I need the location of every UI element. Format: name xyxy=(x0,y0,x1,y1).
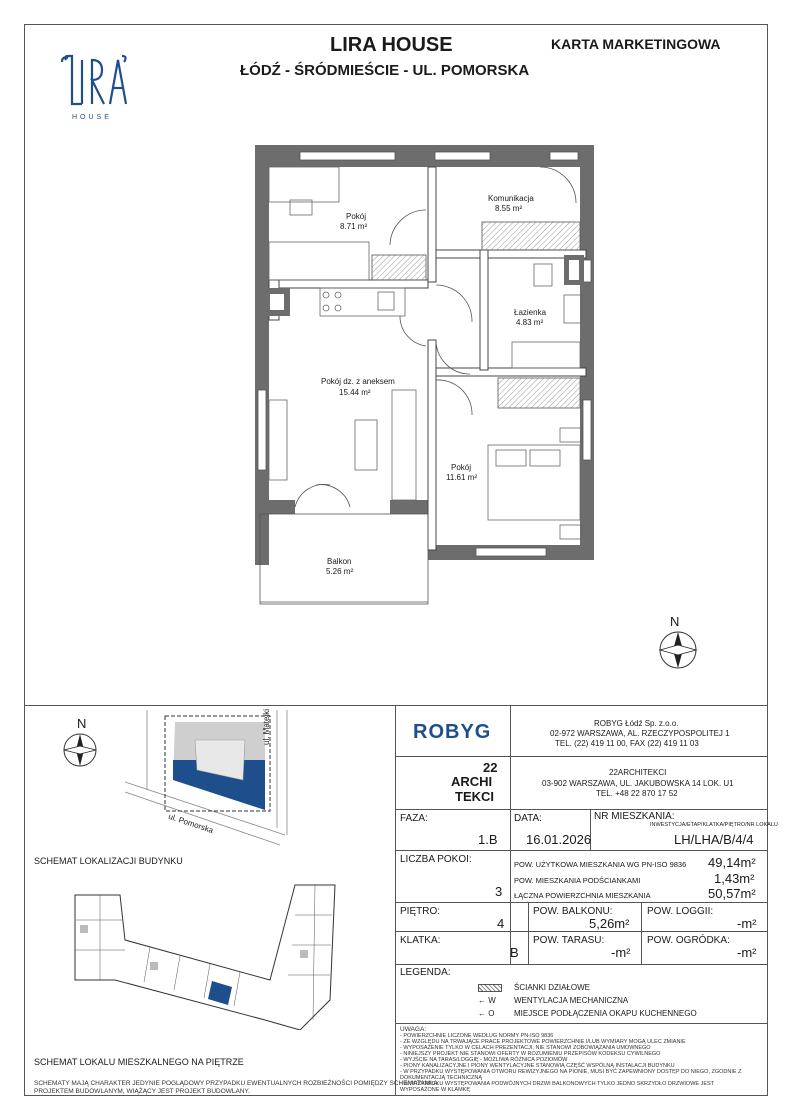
developer-name: ROBYG Łódź Sp. z.o.o. xyxy=(594,719,679,728)
divider xyxy=(395,902,768,903)
ogrodek-value: -m² xyxy=(737,945,757,960)
room-area: 11.61 m² xyxy=(446,473,477,482)
robyg-logo: ROBYG xyxy=(413,721,492,743)
klatka-label: KLATKA: xyxy=(400,935,441,946)
divider xyxy=(395,931,768,932)
north-label: N xyxy=(670,614,680,629)
note-line: - PIONY KANALIZACYJNE I PIONY WENTYLACYJNE STANOWIĄ CZĘŚĆ WSPÓLNĄ INSTALACJI BUDYNKU xyxy=(400,1063,675,1069)
note-line: DOKUMENTACJĄ TECHNICZNĄ xyxy=(400,1075,482,1081)
architect-phone: TEL. +48 22 870 17 52 xyxy=(596,789,678,798)
faza-label: FAZA: xyxy=(400,813,428,824)
page-title: LIRA HOUSE xyxy=(330,34,453,56)
developer-phone: TEL. (22) 419 11 00, FAX (22) 419 11 03 xyxy=(555,739,699,748)
room-area: 8.55 m² xyxy=(495,204,523,213)
notes-title: UWAGA: xyxy=(400,1026,427,1033)
legend-symbol: ← O xyxy=(478,1009,495,1018)
note-line: - W PRZYPADKU WYSTĘPOWANIA PODWÓJNYCH DRZWI BALKONOWYCH TYLKO JEDNO SKRZYDŁO DRZWIOWE JEST xyxy=(400,1081,715,1087)
room-name: Pokój xyxy=(451,463,472,472)
disclaimer-line: PROJEKTEM BUDOWLANYM, WIĄŻĄCY JEST PROJEKT BUDOWLANY. xyxy=(34,1088,250,1095)
floor-schema xyxy=(70,880,340,1030)
disclaimer-line: SCHEMATY MAJĄ CHARAKTER JEDYNIE POGLĄDOWY PRZYPADKU EWENTUALNYCH ROZBIEŻNOŚCI POMIĘDZY SCHEMATAMI A xyxy=(34,1080,438,1087)
area-value: 49,14m² xyxy=(708,855,756,870)
note-line: - POWIERZCHNIE LICZONE WEDŁUG NORMY PN-ISO 9836 xyxy=(400,1033,554,1039)
floor-plan-drawing xyxy=(250,140,600,615)
divider xyxy=(395,964,768,965)
room-name: Balkon xyxy=(327,557,352,566)
nr-label: NR MIESZKANIA: xyxy=(594,811,675,822)
legend-text: MIEJSCE PODŁĄCZENIA OKAPU KUCHENNEGO xyxy=(514,1009,697,1018)
area-value: 50,57m² xyxy=(708,886,756,901)
room-name: Pokój xyxy=(346,212,367,221)
divider xyxy=(395,705,396,1096)
architect-name: 22ARCHITEKCI xyxy=(609,768,667,777)
loggia-label: POW. LOGGII: xyxy=(647,906,714,917)
room-name: Łazienka xyxy=(514,308,547,317)
taras-value: -m² xyxy=(611,945,631,960)
architect-logo: TEKCI xyxy=(455,789,494,804)
developer-address: 02-972 WARSZAWA, AL. RZECZYPOSPOLITEJ 1 xyxy=(550,729,730,738)
architect-address: 03-902 WARSZAWA, UL. JAKUBOWSKA 14 LOK. U1 xyxy=(542,779,734,788)
area-label: ŁĄCZNA POWIERZCHNIA MIESZKANIA xyxy=(514,891,651,900)
pietro-label: PIĘTRO: xyxy=(400,906,441,917)
architect-logo: ARCHI xyxy=(451,774,493,789)
divider xyxy=(395,850,768,851)
legend-symbol: ← W xyxy=(478,996,496,1005)
legend-title: LEGENDA: xyxy=(400,967,451,978)
area-label: POW. MIESZKANIA PODŚCIANKAMI xyxy=(514,876,641,885)
legend-text: ŚCIANKI DZIAŁOWE xyxy=(514,983,591,992)
divider xyxy=(510,809,511,964)
caption-floor: SCHEMAT LOKALU MIESZKALNEGO NA PIĘTRZE xyxy=(34,1057,244,1067)
street-label: ul. Pomorska xyxy=(167,812,215,835)
area-value: 1,43m² xyxy=(714,871,755,886)
doc-type: KARTA MARKETINGOWA xyxy=(551,36,721,52)
note-line: - ZE WZGLĘDU NA TRWAJĄCE PRACE PROJEKTOWE POWIERZCHNIE I/LUB WYMIARY MOGĄ ULEC ZMIANIE xyxy=(400,1039,686,1045)
room-name: Komunikacja xyxy=(488,194,534,203)
room-name: Pokój dz. z aneksem xyxy=(321,377,395,386)
nr-sub: INWESTYCJA/ETAP/KLATKA/PIĘTRO/NR LOKALU xyxy=(650,822,778,828)
north-label: N xyxy=(77,716,87,731)
taras-label: POW. TARASU: xyxy=(533,935,605,946)
note-line: - WYJŚCIE NA TARAS/LOGGIĘ - MOŻLIWA RÓŻNICA POZIOMÓW xyxy=(400,1057,568,1063)
divider xyxy=(395,756,768,757)
room-area: 4.83 m² xyxy=(516,318,544,327)
klatka-value: B xyxy=(510,945,519,960)
rooms-label: LICZBA POKOI: xyxy=(400,854,472,865)
room-area: 5.26 m² xyxy=(326,567,354,576)
lira-logo-sub: HOUSE xyxy=(72,114,112,121)
divider xyxy=(528,902,529,964)
compass-icon xyxy=(656,628,700,672)
divider xyxy=(395,1023,768,1024)
nr-value: LH/LHA/B/4/4 xyxy=(674,832,754,847)
caption-building: SCHEMAT LOKALIZACJI BUDYNKU xyxy=(34,856,183,866)
pietro-value: 4 xyxy=(497,916,505,931)
floor-plan xyxy=(250,140,600,615)
faza-value: 1.B xyxy=(478,832,498,847)
note-line: - NINIEJSZY PROJEKT NIE STANOWI OFERTY W ROZUMIENIU PRZEPISÓW KODEKSU CYWILNEGO xyxy=(400,1051,661,1057)
note-line: WYPOSAŻONE W KLAMKĘ xyxy=(400,1087,470,1093)
room-area: 15.44 m² xyxy=(339,388,371,397)
legend-text: WENTYLACJA MECHANICZNA xyxy=(514,996,629,1005)
compass-icon xyxy=(60,730,100,770)
ogrodek-label: POW. OGRÓDKA: xyxy=(647,935,730,946)
note-line: - WYPOSAŻENIE TYLKO W CELACH PREZENTACJI, NIE STANOWI ZOBOWIĄZANIA UMOWNEGO xyxy=(400,1045,651,1051)
divider xyxy=(510,705,511,809)
hatch-icon xyxy=(478,984,502,992)
note-line: - W PRZYPADKU WYSTĘPOWANIA OTWORU REWIZYJNEGO NA PIONIE, MUSI BYĆ ZAPEWNIONY DOSTĘP DO NIEGO, ZGODNIE Z xyxy=(400,1069,742,1075)
divider xyxy=(24,705,768,706)
area-label: POW. UŻYTKOWA MIESZKANIA WG PN-ISO 9836 xyxy=(514,860,687,869)
street-label: ul. Matejki xyxy=(262,708,271,745)
room-area: 8.71 m² xyxy=(340,222,368,231)
page-subtitle: ŁÓDŹ - ŚRÓDMIEŚCIE - UL. POMORSKA xyxy=(240,62,530,79)
balkon-value: 5,26m² xyxy=(589,916,630,931)
divider xyxy=(395,809,768,810)
data-label: DATA: xyxy=(514,813,542,824)
divider xyxy=(641,902,642,964)
lira-logo xyxy=(58,54,130,126)
rooms-value: 3 xyxy=(495,884,503,899)
architect-logo: 22 xyxy=(483,760,498,775)
loggia-value: -m² xyxy=(737,916,757,931)
data-value: 16.01.2026 xyxy=(526,832,592,847)
balkon-label: POW. BALKONU: xyxy=(533,906,613,917)
